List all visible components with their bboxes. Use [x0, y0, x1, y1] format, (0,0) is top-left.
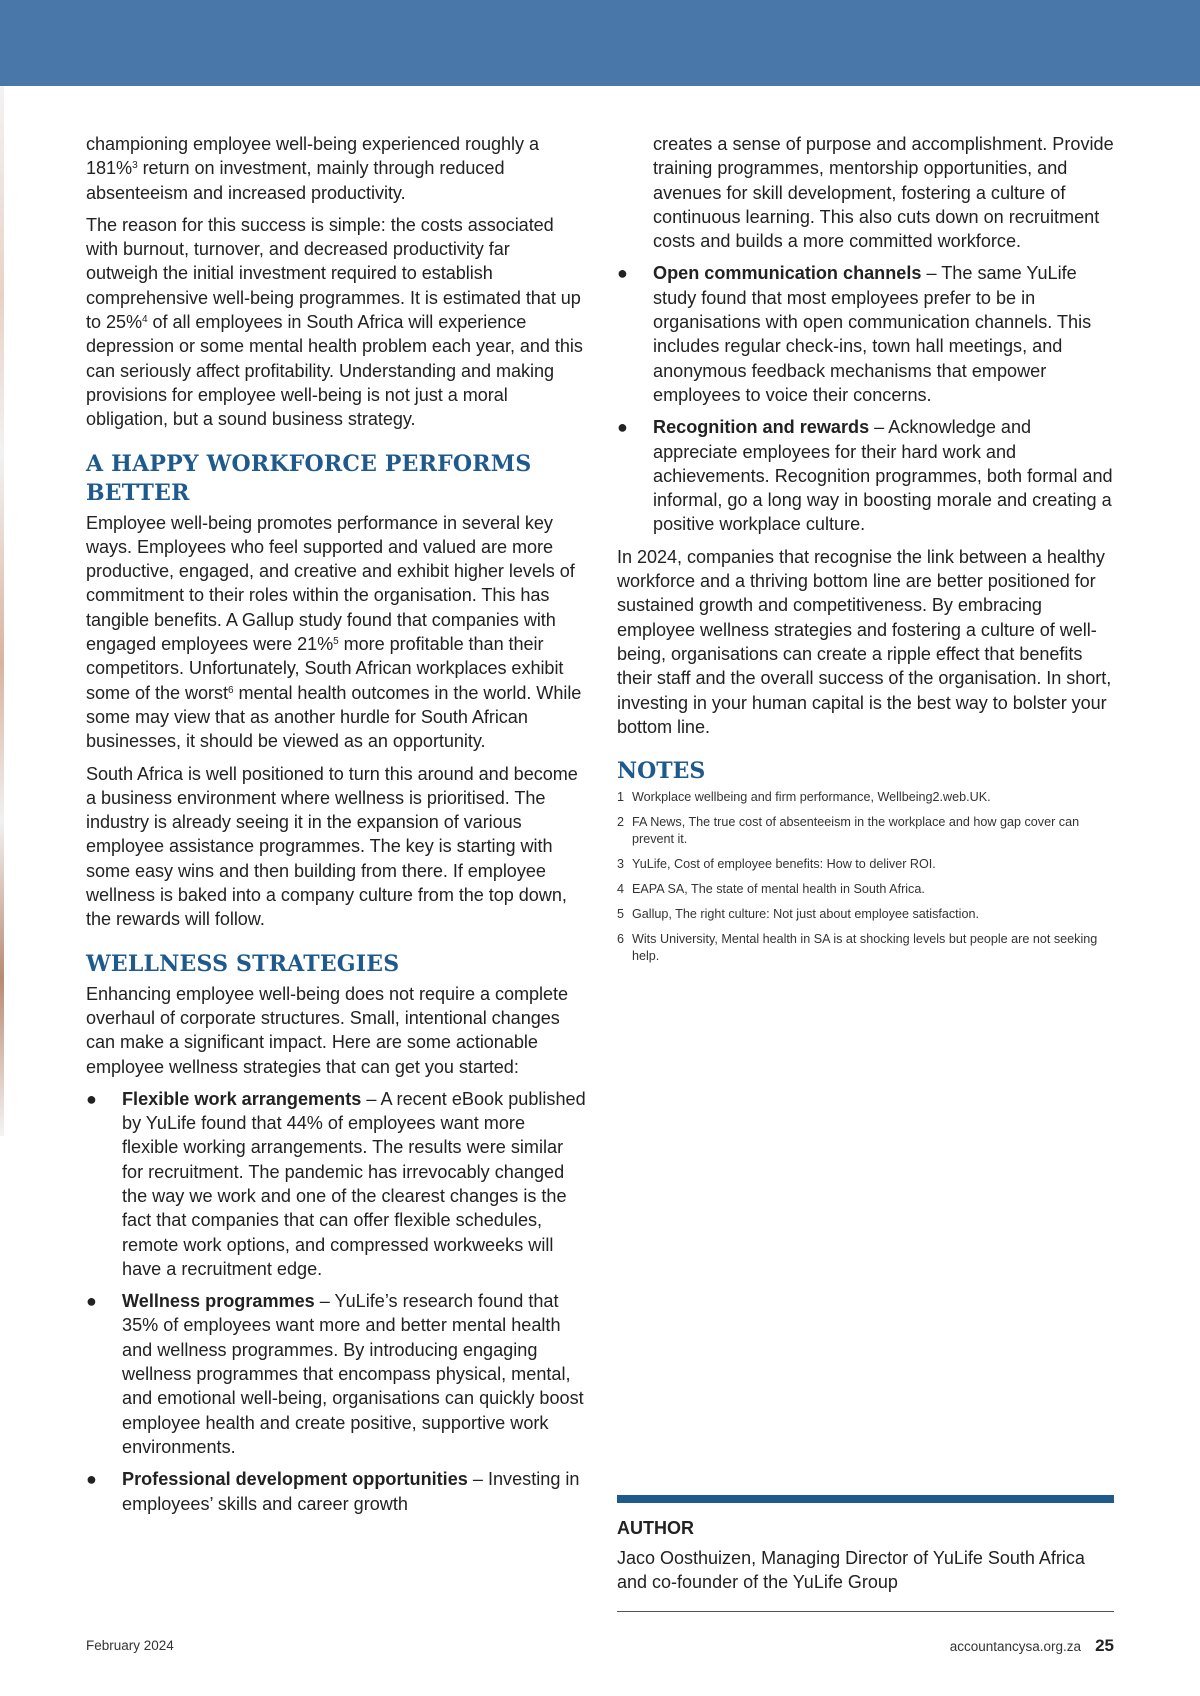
left-image-strip [0, 86, 4, 1136]
paragraph: In 2024, companies that recognise the link between a healthy workforce and a thriving bottom line are better positioned for sustained growth and competitiveness. By embracing employee wellness strategies and fostering a culture of well-being, organisations can create a ripple effect that benefits their staff and the overall success of the organisation. In short, investing in your human capital is the best way to bolster your bottom line. [617, 546, 1112, 737]
bullet-icon: ● [617, 263, 628, 284]
footer-right [950, 1636, 1114, 1656]
notes-list [617, 789, 1117, 965]
list-item-continuation: creates a sense of purpose and accomplishment. Provide training programmes, mentorship opportunities, and avenues for skill development, fostering a culture of continuous learning. This also cuts down on recruitment costs and builds a more committed workforce. [653, 134, 1114, 252]
note-item: 2 FA News, The true cost of absenteeism in the workplace and how gap cover can prevent it. [617, 815, 1080, 847]
list-item: ● Wellness programmes – YuLife’s research found that 35% of employees want more and better mental health and wellness programmes. By introducing engaging wellness programmes that encompass physical, mental, and emotional well-being, organisations can quickly boost employee health and create positive, supportive work environments. [86, 1291, 584, 1457]
paragraph: championing employee well-being experienced roughly a 181%$^3$ return on investment, mainly through reduced absenteeism and increased productivity. [86, 134, 539, 203]
author-divider [617, 1495, 1114, 1503]
note-item: 3 YuLife, Cost of employee benefits: How to deliver ROI. [617, 857, 936, 872]
footnote-ref[interactable]: 5 [333, 636, 339, 648]
notes-heading: NOTES [617, 758, 706, 785]
note-item: 5 Gallup, The right culture: Not just about employee satisfaction. [617, 907, 979, 922]
list-item: ● Flexible work arrangements – A recent eBook published by YuLife found that 44% of employees want more flexible working arrangements. The results were similar for recruitment. The pandemic has irrevocably changed the way we work and one of the clearest changes is the fact that companies that can offer flexible schedules, remote work options, and compressed workweeks will have a recruitment edge. [86, 1088, 586, 1279]
footnote-ref[interactable]: 6 [227, 684, 234, 696]
author-bio: Jaco Oosthuizen, Managing Director of YuLife South Africa and co-founder of the YuLife Group [617, 1548, 1085, 1592]
strategy-list-continued [617, 132, 1117, 537]
paragraph: South Africa is well positioned to turn this around and become a business environment where wellness is prioritised. The industry is already seeing it in the expansion of various employee assistance programmes. The key is starting with some easy wins and then building from there. If employee wellness is baked into a company culture from the top down, the rewards will follow. [86, 763, 578, 930]
left-column [86, 132, 586, 1524]
author-title: AUTHOR [617, 1518, 694, 1538]
note-item: 6 Wits University, Mental health in SA is at shocking levels but people are not seeking help. [617, 932, 1098, 964]
author-bottom-rule [617, 1611, 1114, 1612]
note-item: 1 Workplace wellbeing and firm performance, Wellbeing2.web.UK. [617, 790, 991, 805]
footnote-ref[interactable]: 4 [142, 314, 148, 326]
section-heading: A HAPPY WORKFORCE PERFORMS BETTER [86, 450, 532, 506]
paragraph: Enhancing employee well-being does not require a complete overhaul of corporate structures. Small, intentional changes can make a significant impact. Here are some actionable employee wellness strategies that can get you started: [86, 983, 568, 1077]
section-heading: WELLNESS STRATEGIES [86, 950, 400, 977]
bullet-icon: ● [86, 1469, 97, 1490]
footer-site-link[interactable]: accountancysa.org.za [949, 1639, 1082, 1654]
list-item: ● Recognition and rewards – Acknowledge and appreciate employees for their hard work and achievements. Recognition programmes, both formal and informal, go a long way in boosting morale and creating a positive workplace culture. [617, 417, 1113, 535]
page-number: 25 [1095, 1636, 1114, 1655]
note-item: 4 EAPA SA, The state of mental health in South Africa. [617, 882, 925, 897]
right-column [617, 132, 1117, 973]
bullet-icon: ● [86, 1291, 97, 1312]
footer-date: February 2024 [86, 1638, 174, 1653]
bullet-icon: ● [617, 417, 628, 438]
paragraph: The reason for this success is simple: the costs associated with burnout, turnover, and decreased productivity far outweigh the initial investment required to establish comprehensive well-being programmes. It is estimated that up to 25%$^4$ of all employees in South Africa will experience depression or some mental health problem each year, and this can seriously affect profitability. Understanding and making provisions for employee well-being is not just a moral obligation, but a sound business strategy. [86, 214, 583, 430]
paragraph: Employee well-being promotes performance in several key ways. Employees who feel supported and valued are more productive, engaged, and creative and exhibit higher levels of commitment to their roles within the organisation. This has tangible benefits. A Gallup study found that companies with engaged employees were 21%$^5$ more profitable than their competitors. Unfortunately, South African workplaces exhibit some of the worst$^6$ mental health outcomes in the world. While some may view that as another hurdle for South African businesses, it should be viewed as an opportunity. [86, 512, 582, 752]
bullet-icon: ● [86, 1088, 97, 1109]
header-band [0, 0, 1200, 86]
list-item: ● Professional development opportunities – Investing in employees’ skills and career growth [86, 1469, 580, 1514]
footnote-ref[interactable]: 3 [132, 160, 138, 172]
list-item: ● Open communication channels – The same YuLife study found that most employees prefer to be in organisations with open communication channels. This includes regular check-ins, town hall meetings, and anonymous feedback mechanisms that empower employees to voice their concerns. [617, 263, 1092, 405]
strategy-list [86, 1087, 586, 1516]
